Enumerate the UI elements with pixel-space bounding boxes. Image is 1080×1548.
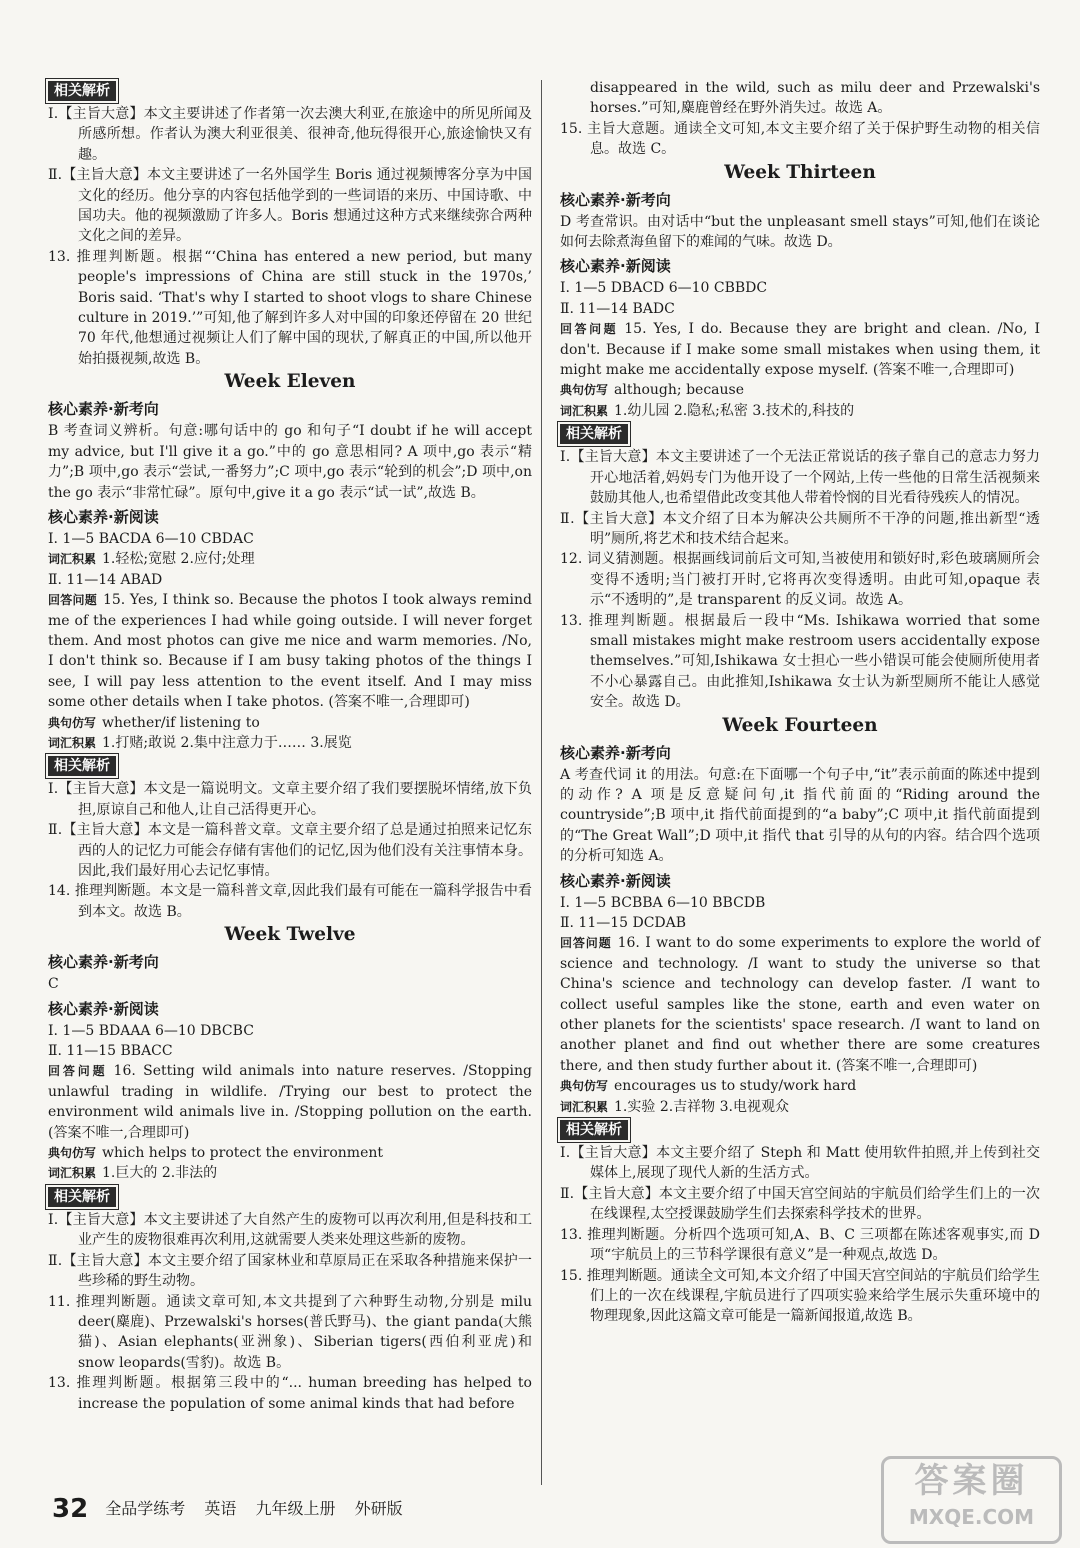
answer-text: 15. Yes, I do. Because they are bright and clean. /No, I don't. Because if I make some small mistakes when using them, it might make me accidentally expose myself. (答案不唯一,合理即可) [560, 321, 1040, 379]
answer-paragraph: B 考查词义辨析。句意:哪句话中的 go 和句子“I doubt if he will accept my advice, but I'll give it a go.”中的 go 意思相同? A 项中,go 表示“精力”;B 项中,go 表示“尝试,一番努力”;C 项中,go 表示“轮到的机会”;D 项中,on the go 表示“非常忙碌”。原句中,give it a go 表示“试一试”,故选 B。 [48, 423, 532, 501]
explanation-paragraph: 11. 推理判断题。通读文章可知,本文共提到了六种野生动物,分别是 milu deer(麋鹿)、Przewalski's horses(普氏野马)、the giant panda(大熊猫)、Asian elephants(亚洲象)、Siberian tigers(西伯利亚虎)和 snow leopards(雪豹)。故选 B。 [48, 1293, 532, 1371]
explanation-paragraph: 13. 推理判断题。根据第三段中的“... human breeding has helped to increase the population of some animal kinds that had before [48, 1375, 532, 1412]
explanation-paragraph: Ⅰ.【主旨大意】本文主要介绍了 Steph 和 Matt 使用软件拍照,并上传到社交媒体上,展现了现代人新的生活方式。 [560, 1145, 1040, 1182]
vocab-line [48, 733, 532, 753]
vocab-text: 1.实验 2.吉祥物 3.电视观众 [614, 1098, 789, 1115]
book-edition: 外研版 [354, 1499, 403, 1518]
sentence-line [48, 713, 532, 733]
explanation-paragraph: Ⅰ.【主旨大意】本文是一篇说明文。文章主要介绍了我们要摆脱坏情绪,放下负担,原谅自己和他人,让自己活得更开心。 [48, 781, 532, 818]
answer-key-line: Ⅱ. 11—14 BADC [560, 300, 675, 317]
vocab-label: 词汇积累 [48, 735, 97, 750]
explanation-paragraph: 15. 推理判断题。通读全文可知,本文介绍了中国天宫空间站的宇航员们给学生们上的一次在线课程,宇航员进行了四项实验来给学生展示失重环境中的物理现象,因此这篇文章可能是一篇新闻报道,故选 B。 [560, 1267, 1040, 1325]
explanation-paragraph: Ⅱ.【主旨大意】本文主要介绍了国家林业和草原局正在采取各种措施来保护一些珍稀的野生动物。 [48, 1252, 532, 1290]
explanation-continued: disappeared in the wild, such as milu deer and Przewalski's horses.”可知,麋鹿曾经在野外消失过。故选 A。 [590, 80, 1040, 117]
vocab-label: 词汇积累 [48, 1166, 97, 1181]
sentence-text: whether/if listening to [102, 714, 260, 731]
section-badge: 相关解析 [48, 1187, 116, 1207]
vocab-text: 1.轻松;宽慰 2.应付;处理 [102, 551, 255, 568]
answer-text: 16. I want to do some experiments to explore the world of science and technology. /I want to study the universe so that China's science and technology can develop faster. /I want to collect useful samples like the stone, earth and even water on other planets for the scientists' space research. /I want to land on another planet and find out whether there are some creatures there, and then study further about it. (答案不唯一,合理即可) [560, 935, 1040, 1074]
explanation-paragraph: Ⅰ.【主旨大意】本文主要讲述了大自然产生的废物可以再次利用,但是科技和工业产生的废物很难再次利用,这就需要人类来处理这些新的废物。 [48, 1211, 532, 1249]
section-heading: 核心素养·新阅读 [560, 257, 671, 276]
explanation-paragraph: Ⅱ.【主旨大意】本文主要介绍了中国天宫空间站的宇航员们给学生们上的一次在线课程,太空授课鼓励学生们去探索科学技术的世界。 [560, 1185, 1040, 1223]
answer-key-line: Ⅰ. 1—5 BCBBA 6—10 BBCDB [560, 894, 766, 911]
explanation-paragraph: Ⅰ.【主旨大意】本文主要讲述了作者第一次去澳大利亚,在旅途中的所见所闻及所感所想。作者认为澳大利亚很美、很神奇,他玩得很开心,旅途愉快又有趣。 [48, 106, 532, 163]
section-heading: 核心素养·新阅读 [48, 999, 159, 1018]
answer-paragraph: C [48, 976, 59, 993]
explanation-paragraph: 13. 推理判断题。根据“‘China has entered a new period, but many people's impressions of China are still stuck in the 1970s,’ Boris said. ‘That's why I started to shoot vlogs to share Chinese culture in 2019.’”可知,他了解到许多人对中国的印象还停留在 20 世纪 70 年代,他想通过视频让人们了解中国的现状,了解真正的中国,所以他开始拍摄视频,故选 B。 [48, 248, 532, 367]
section-heading: 核心素养·新考向 [48, 400, 159, 419]
page-number: 32 [52, 1494, 89, 1524]
vocab-line [560, 401, 1040, 421]
explanation-paragraph: 15. 主旨大意题。通读全文可知,本文主要介绍了关于保护野生动物的相关信息。故选 C。 [560, 120, 1040, 158]
vocab-text: 1.巨大的 2.非法的 [102, 1165, 218, 1182]
answer-paragraph: D 考查常识。由对话中“but the unpleasant smell stays”可知,他们在谈论如何去除煮海鱼留下的难闻的气味。故选 D。 [560, 213, 1040, 251]
vocab-label: 词汇积累 [560, 403, 609, 418]
vocab-label: 词汇积累 [560, 1099, 609, 1114]
book-brand: 全品学练考 [105, 1499, 186, 1518]
sentence-line [48, 1143, 532, 1163]
week-title: Week Eleven [224, 371, 356, 393]
explanation-paragraph: 13. 推理判断题。分析四个选项可知,A、B、C 三项都在陈述客观事实,而 D 项“宇航员上的三节科学课很有意义”是一种观点,故选 D。 [560, 1226, 1040, 1264]
vocab-line [48, 549, 532, 569]
sentence-label: 典句仿写 [48, 715, 97, 730]
right-column [560, 78, 1040, 1327]
vocab-text: 1.幼儿园 2.隐私;私密 3.技术的,科技的 [614, 402, 855, 419]
answer-key-line: Ⅱ. 11—15 DCDAB [560, 915, 687, 931]
section-badge: 相关解析 [560, 424, 628, 444]
explanation-paragraph: Ⅰ.【主旨大意】本文主要讲述了一个无法正常说话的孩子靠自己的意志力努力开心地活着,妈妈专门为他开设了一个网站,上传一些他的日常生活视频来鼓励其他人,也希望借此改变其他人带着怜悯的目光看待残疾人的情况。 [560, 449, 1040, 507]
explanation-paragraph: Ⅱ.【主旨大意】本文是一篇科普文章。文章主要介绍了总是通过拍照来记忆东西的人的记忆力可能会存储有害他们的记忆,因为他们没有关注事情本身。因此,我们最好用心去记忆事情。 [48, 822, 532, 879]
vocab-label: 词汇积累 [48, 552, 97, 567]
week-title: Week Fourteen [722, 714, 878, 736]
explanation-paragraph: Ⅱ.【主旨大意】本文介绍了日本为解决公共厕所不干净的问题,推出新型“透明”厕所,将艺术和技术结合起来。 [560, 510, 1040, 547]
explanation-paragraph: Ⅱ.【主旨大意】本文主要讲述了一名外国学生 Boris 通过视频博客分享为中国文化的经历。他分享的内容包括他学到的一些词语的来历、中国诗歌、中国功夫。他的视频激励了许多人。Boris 想通过这种方式来继续弥合两种文化之间的差异。 [48, 167, 532, 245]
answer-text: 15. Yes, I think so. Because the photos I took always remind me of the experiences I had while going outside. I will never forget them. And most photos can give me nice and warm memories. /No, I don't think so. Because if I am busy taking photos of the things I see, I will pay less attention to the event itself. And I may miss some other details when I take photos. (答案不唯一,合理即可) [48, 592, 532, 711]
left-column [48, 78, 532, 1414]
answer-paragraph: A 考查代词 it 的用法。句意:在下面哪一个句子中,“it”表示前面的陈述中提到的动作? A 项是反意疑问句,it 指代前面的“Riding around the countryside”;B 项中,it 指代前面提到的“a baby”;C 项中,it 指代前面提到的“The Great Wall”;D 项中,it 指代 that 引导的从句的内容。结合四个选项的分析可知选 A。 [560, 766, 1040, 865]
section-badge: 相关解析 [48, 81, 116, 101]
watermark-url: MXQE.COM [908, 1505, 1035, 1529]
sentence-label: 典句仿写 [560, 1079, 609, 1094]
section-heading: 核心素养·新考向 [48, 953, 159, 972]
sentence-line [560, 1076, 1040, 1096]
answer-label: 回答问题 [560, 936, 612, 951]
explanation-paragraph: 13. 推理判断题。根据最后一段中“Ms. Ishikawa worried that some small mistakes might make restroom users accidentally expose themselves.”可知,Ishikawa 女士担心一些小错误可能会使厕所使用者不小心暴露自己。由此推知,Ishikawa 女士认为新型厕所不能让人感觉安全。故选 D。 [560, 612, 1040, 711]
column-divider [541, 80, 542, 1485]
explanation-paragraph: 12. 词义猜测题。根据画线词前后文可知,当被使用和锁好时,彩色玻璃厕所会变得不透明;当门被打开时,它将再次变得透明。由此可知,opaque 表示“不透明的”,是 transparent 的反义词。故选 A。 [560, 551, 1040, 609]
answer-question [48, 590, 532, 712]
answer-label: 回答问题 [48, 593, 97, 608]
answer-label: 回答问题 [560, 322, 619, 337]
section-heading: 核心素养·新考向 [560, 190, 671, 209]
answer-question [560, 319, 1040, 380]
sentence-label: 典句仿写 [48, 1146, 97, 1161]
sentence-text: encourages us to study/work hard [614, 1078, 857, 1095]
answer-key-line: Ⅰ. 1—5 DBACD 6—10 CBBDC [560, 280, 768, 297]
answer-key-line: Ⅰ. 1—5 BACDA 6—10 CBDAC [48, 530, 254, 547]
answer-label: 回答问题 [48, 1064, 108, 1079]
week-title: Week Thirteen [724, 161, 876, 183]
vocab-line [48, 1163, 532, 1183]
explanation-paragraph: 14. 推理判断题。本文是一篇科普文章,因此我们最有可能在一篇科学报告中看到本文。故选 B。 [48, 883, 532, 920]
section-badge: 相关解析 [48, 756, 116, 776]
page-footer [52, 1494, 417, 1524]
week-title: Week Twelve [224, 924, 356, 946]
section-heading: 核心素养·新阅读 [48, 507, 159, 526]
section-badge: 相关解析 [560, 1120, 628, 1140]
answer-key-line: Ⅱ. 11—14 ABAD [48, 571, 163, 588]
book-grade: 九年级上册 [255, 1499, 336, 1518]
vocab-line [560, 1097, 1040, 1117]
book-subject: 英语 [204, 1499, 237, 1518]
section-heading: 核心素养·新考向 [560, 743, 671, 762]
answer-question [48, 1061, 532, 1143]
sentence-label: 典句仿写 [560, 383, 609, 398]
sentence-line [560, 380, 1040, 400]
vocab-text: 1.打赌;敢说 2.集中注意力于…… 3.展览 [102, 734, 352, 751]
sentence-text: which helps to protect the environment [102, 1145, 383, 1162]
answer-question [560, 933, 1040, 1076]
section-heading: 核心素养·新阅读 [560, 871, 671, 890]
sentence-text: although; because [614, 382, 744, 399]
answer-key-line: Ⅰ. 1—5 BDAAA 6—10 DBCBC [48, 1022, 254, 1039]
watermark-logo [881, 1456, 1062, 1544]
answer-key-line: Ⅱ. 11—15 BBACC [48, 1043, 173, 1060]
answer-text: 16. Setting wild animals into nature reserves. /Stopping unlawful trading in wildlife. /Trying our best to protect the environment wild animals live in. /Stopping pollution on the earth. (答案不唯一,合理即可) [48, 1063, 532, 1141]
watermark-text: 答案圈 [914, 1461, 1029, 1501]
